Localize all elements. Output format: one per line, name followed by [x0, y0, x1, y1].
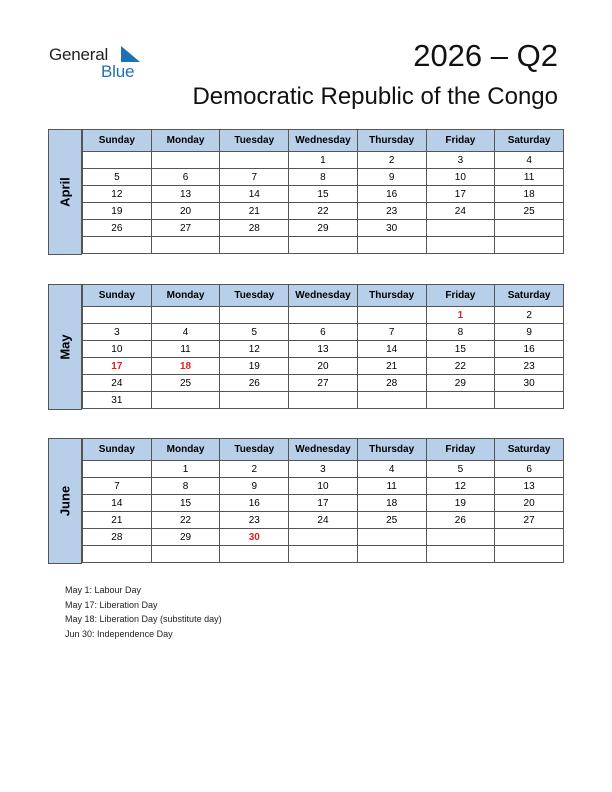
day-cell: 15 [426, 341, 495, 358]
weekday-header-row [83, 130, 564, 152]
month-block-june [48, 438, 564, 564]
day-cell: 2 [357, 152, 426, 169]
weekday-header: Wednesday [289, 439, 358, 461]
day-cell: 10 [289, 478, 358, 495]
week-row [83, 307, 564, 324]
day-cell: 17 [289, 495, 358, 512]
day-cell: 11 [495, 169, 564, 186]
day-cell: 26 [83, 220, 152, 237]
day-cell: 3 [426, 152, 495, 169]
day-cell: 2 [220, 461, 289, 478]
weekday-header: Friday [426, 285, 495, 307]
day-cell [289, 307, 358, 324]
day-cell [426, 392, 495, 409]
day-cell: 15 [151, 495, 220, 512]
weekday-header: Thursday [357, 130, 426, 152]
day-cell: 20 [289, 358, 358, 375]
day-cell: 21 [220, 203, 289, 220]
day-cell: 10 [426, 169, 495, 186]
day-cell: 12 [220, 341, 289, 358]
day-cell: 4 [151, 324, 220, 341]
month-name: June [57, 485, 73, 517]
day-cell: 27 [151, 220, 220, 237]
day-cell [83, 152, 152, 169]
day-cell: 7 [357, 324, 426, 341]
day-cell: 13 [151, 186, 220, 203]
weekday-header-row [83, 285, 564, 307]
day-cell: 6 [495, 461, 564, 478]
day-cell: 6 [289, 324, 358, 341]
day-cell: 12 [83, 186, 152, 203]
day-cell: 28 [220, 220, 289, 237]
week-row [83, 375, 564, 392]
day-cell: 4 [357, 461, 426, 478]
day-cell: 30 [495, 375, 564, 392]
day-cell: 5 [220, 324, 289, 341]
day-cell: 31 [83, 392, 152, 409]
day-cell: 14 [83, 495, 152, 512]
day-cell [220, 546, 289, 563]
day-cell: 22 [289, 203, 358, 220]
week-row [83, 203, 564, 220]
day-cell [220, 392, 289, 409]
holiday-notes [65, 583, 222, 641]
week-row [83, 392, 564, 409]
day-cell: 29 [426, 375, 495, 392]
day-cell [220, 152, 289, 169]
month-table [82, 284, 564, 409]
day-cell: 24 [289, 512, 358, 529]
holiday-note: Jun 30: Independence Day [65, 628, 173, 639]
day-cell: 21 [357, 358, 426, 375]
day-cell: 1 [289, 152, 358, 169]
day-cell [357, 529, 426, 546]
week-row [83, 220, 564, 237]
weekday-header: Thursday [357, 439, 426, 461]
day-cell: 27 [289, 375, 358, 392]
day-cell: 28 [357, 375, 426, 392]
weekday-header: Monday [151, 285, 220, 307]
day-cell: 25 [495, 203, 564, 220]
day-cell: 11 [357, 478, 426, 495]
weekday-header: Sunday [83, 285, 152, 307]
week-row [83, 495, 564, 512]
day-cell: 5 [83, 169, 152, 186]
day-cell: 25 [357, 512, 426, 529]
day-cell [151, 237, 220, 254]
day-cell: 29 [151, 529, 220, 546]
week-row [83, 324, 564, 341]
day-cell: 19 [426, 495, 495, 512]
week-row [83, 529, 564, 546]
week-row [83, 546, 564, 563]
day-cell: 30 [357, 220, 426, 237]
holiday-note: May 18: Liberation Day (substitute day) [65, 614, 222, 625]
day-cell [357, 237, 426, 254]
day-cell [426, 237, 495, 254]
month-table [82, 129, 564, 254]
day-cell: 2 [495, 307, 564, 324]
weekday-header: Saturday [495, 285, 564, 307]
day-cell [357, 392, 426, 409]
day-cell [357, 546, 426, 563]
day-cell: 9 [220, 478, 289, 495]
day-cell: 1 [426, 307, 495, 324]
day-cell: 8 [151, 478, 220, 495]
day-cell [495, 546, 564, 563]
month-block-may [48, 284, 564, 410]
month-label [48, 129, 82, 255]
month-name: May [57, 334, 73, 360]
day-cell: 13 [495, 478, 564, 495]
day-cell: 19 [220, 358, 289, 375]
month-label [48, 438, 82, 564]
weekday-header: Thursday [357, 285, 426, 307]
day-cell: 24 [426, 203, 495, 220]
day-cell [289, 529, 358, 546]
day-cell: 17 [83, 358, 152, 375]
day-cell [151, 307, 220, 324]
day-cell: 22 [151, 512, 220, 529]
week-row [83, 461, 564, 478]
day-cell: 18 [495, 186, 564, 203]
month-name: April [57, 177, 73, 207]
weekday-header: Saturday [495, 439, 564, 461]
day-cell: 30 [220, 529, 289, 546]
day-cell: 9 [357, 169, 426, 186]
week-row [83, 237, 564, 254]
country-subtitle: Democratic Republic of the Congo [192, 83, 558, 110]
day-cell [495, 220, 564, 237]
weekday-header: Monday [151, 130, 220, 152]
logo-general-text: General [49, 45, 109, 64]
weekday-header: Wednesday [289, 130, 358, 152]
page-title: 2026 – Q2 [413, 38, 558, 73]
weekday-header: Friday [426, 439, 495, 461]
holiday-note: May 1: Labour Day [65, 585, 142, 595]
day-cell [495, 392, 564, 409]
day-cell: 5 [426, 461, 495, 478]
day-cell [151, 392, 220, 409]
weekday-header-row [83, 439, 564, 461]
day-cell [495, 237, 564, 254]
weekday-header: Tuesday [220, 285, 289, 307]
day-cell: 27 [495, 512, 564, 529]
day-cell: 23 [220, 512, 289, 529]
day-cell: 19 [83, 203, 152, 220]
month-block-april [48, 129, 564, 255]
day-cell [426, 546, 495, 563]
day-cell: 1 [151, 461, 220, 478]
month-label [48, 284, 82, 410]
holiday-note: May 17: Liberation Day [65, 599, 158, 610]
day-cell: 22 [426, 358, 495, 375]
day-cell: 13 [289, 341, 358, 358]
day-cell: 11 [151, 341, 220, 358]
week-row [83, 358, 564, 375]
day-cell: 14 [220, 186, 289, 203]
day-cell: 21 [83, 512, 152, 529]
weekday-header: Saturday [495, 130, 564, 152]
day-cell [220, 307, 289, 324]
week-row [83, 478, 564, 495]
day-cell: 18 [151, 358, 220, 375]
weekday-header: Wednesday [289, 285, 358, 307]
day-cell: 3 [83, 324, 152, 341]
week-row [83, 169, 564, 186]
day-cell: 4 [495, 152, 564, 169]
day-cell: 29 [289, 220, 358, 237]
weekday-header: Tuesday [220, 439, 289, 461]
day-cell: 20 [151, 203, 220, 220]
weekday-header: Monday [151, 439, 220, 461]
day-cell: 23 [357, 203, 426, 220]
day-cell: 7 [83, 478, 152, 495]
day-cell: 10 [83, 341, 152, 358]
day-cell: 16 [495, 341, 564, 358]
day-cell [220, 237, 289, 254]
day-cell [289, 392, 358, 409]
weekday-header: Sunday [83, 130, 152, 152]
day-cell [495, 529, 564, 546]
day-cell: 18 [357, 495, 426, 512]
day-cell: 17 [426, 186, 495, 203]
day-cell: 26 [220, 375, 289, 392]
day-cell [83, 237, 152, 254]
day-cell [83, 307, 152, 324]
day-cell [426, 529, 495, 546]
day-cell: 12 [426, 478, 495, 495]
day-cell [83, 546, 152, 563]
day-cell: 7 [220, 169, 289, 186]
day-cell [289, 546, 358, 563]
week-row [83, 341, 564, 358]
day-cell [151, 546, 220, 563]
day-cell: 15 [289, 186, 358, 203]
week-row [83, 152, 564, 169]
day-cell [426, 220, 495, 237]
day-cell: 8 [426, 324, 495, 341]
day-cell: 14 [357, 341, 426, 358]
day-cell: 20 [495, 495, 564, 512]
day-cell: 28 [83, 529, 152, 546]
day-cell: 24 [83, 375, 152, 392]
generalblue-logo [49, 44, 149, 84]
weekday-header: Sunday [83, 439, 152, 461]
weekday-header: Friday [426, 130, 495, 152]
day-cell: 16 [357, 186, 426, 203]
day-cell: 16 [220, 495, 289, 512]
day-cell [151, 152, 220, 169]
day-cell [289, 237, 358, 254]
day-cell [83, 461, 152, 478]
day-cell: 8 [289, 169, 358, 186]
logo-triangle-icon [121, 46, 141, 62]
day-cell: 23 [495, 358, 564, 375]
week-row [83, 512, 564, 529]
day-cell: 25 [151, 375, 220, 392]
day-cell: 26 [426, 512, 495, 529]
weekday-header: Tuesday [220, 130, 289, 152]
week-row [83, 186, 564, 203]
day-cell: 9 [495, 324, 564, 341]
day-cell: 3 [289, 461, 358, 478]
day-cell [357, 307, 426, 324]
logo-blue-text: Blue [101, 62, 135, 81]
day-cell: 6 [151, 169, 220, 186]
month-table [82, 438, 564, 563]
